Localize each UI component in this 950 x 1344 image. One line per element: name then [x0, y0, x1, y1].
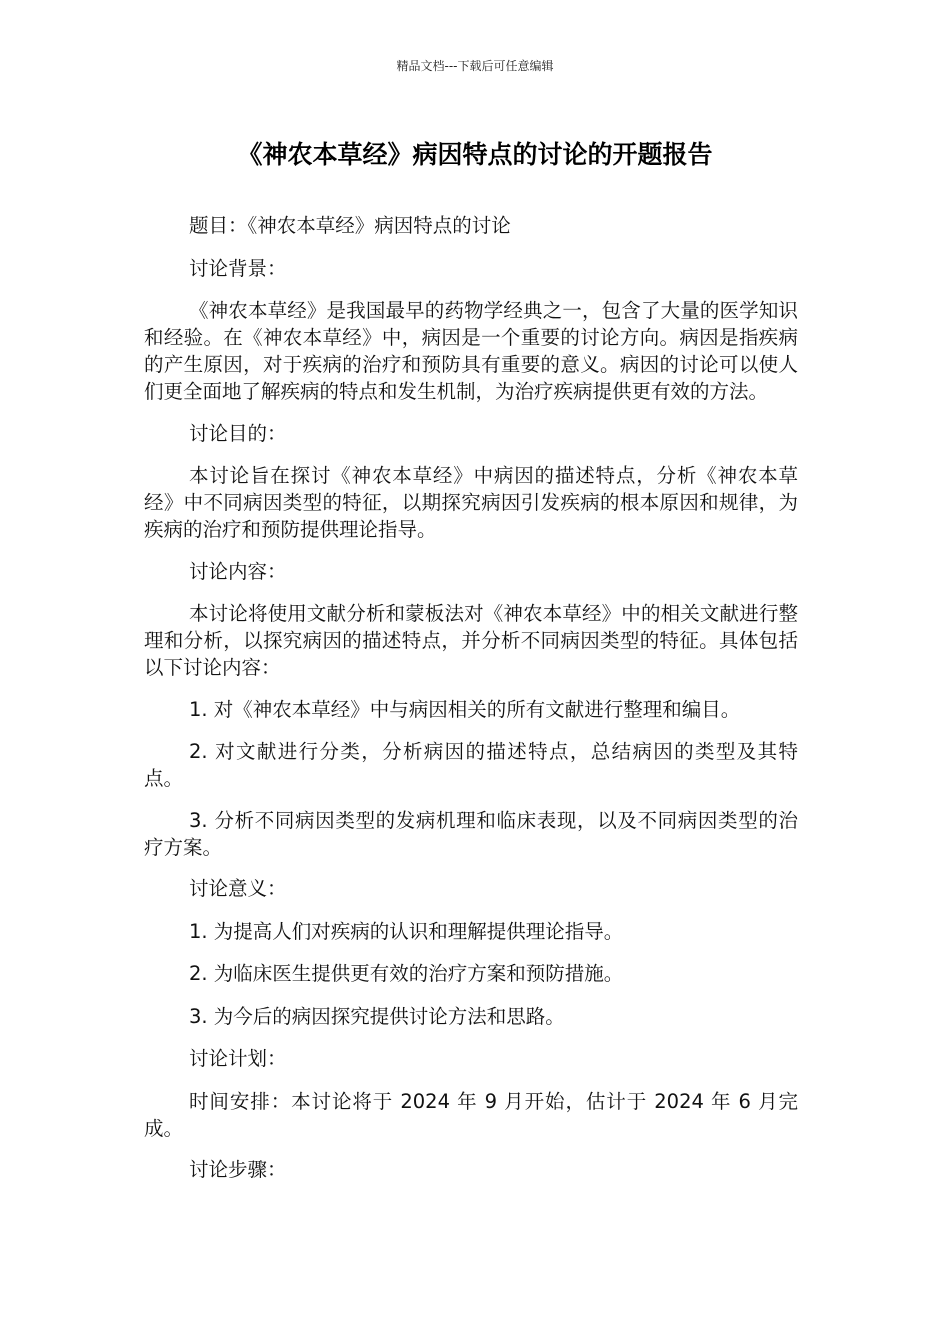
- list-item: 2. 为临床医生提供更有效的治疗方案和预防措施。: [189, 962, 624, 985]
- heading-purpose: 讨论目的：: [189, 421, 287, 445]
- list-item: 3. 分析不同病因类型的发病机理和临床表现，以及不同病因类型的治疗方案。: [144, 808, 798, 859]
- list-item: 3. 为今后的病因探究提供讨论方法和思路。: [189, 1004, 565, 1028]
- paragraph-purpose: 本讨论旨在探讨《神农本草经》中病因的描述特点，分析《神农本草经》中不同病因类型的特征，以期探究病因引发疾病的根本原因和规律，为疾病的治疗和预防提供理论指导。: [144, 464, 798, 541]
- heading-content: 讨论内容：: [189, 559, 287, 583]
- heading-significance: 讨论意义：: [189, 877, 287, 900]
- heading-background: 讨论背景：: [189, 256, 287, 280]
- paragraph-content: 本讨论将使用文献分析和蒙板法对《神农本草经》中的相关文献进行整理和分析，以探究病因的描述特点，并分析不同病因类型的特征。具体包括以下讨论内容：: [144, 602, 798, 679]
- heading-steps: 讨论步骤：: [189, 1158, 287, 1181]
- list-item: 1. 为提高人们对疾病的认识和理解提供理论指导。: [189, 919, 624, 943]
- paragraph-background: 《神农本草经》是我国最早的药物学经典之一，包含了大量的医学知识和经验。在《神农本草经》中，病因是一个重要的讨论方向。病因是指疾病的产生原因，对于疾病的治疗和预防具有重要的意义。病因的讨论可以使人们更全面地了解疾病的特点和发生机制，为治疗疾病提供更有效的方法。: [144, 299, 798, 403]
- paragraph-schedule: 时间安排：本讨论将于 2024 年 9 月开始，估计于 2024 年 6 月完成。: [144, 1089, 798, 1140]
- document-body: [144, 212, 798, 1199]
- document-title: 《神农本草经》病因特点的讨论的开题报告: [237, 140, 713, 169]
- header-note: 精品文档---下载后可任意编辑: [396, 59, 554, 73]
- paragraph-topic: 题目：《神农本草经》病因特点的讨论: [189, 214, 511, 237]
- list-item: 2. 对文献进行分类，分析病因的描述特点，总结病因的类型及其特点。: [144, 740, 798, 790]
- list-item: 1. 对《神农本草经》中与病因相关的所有文献进行整理和编目。: [189, 697, 741, 721]
- heading-plan: 讨论计划：: [189, 1047, 287, 1070]
